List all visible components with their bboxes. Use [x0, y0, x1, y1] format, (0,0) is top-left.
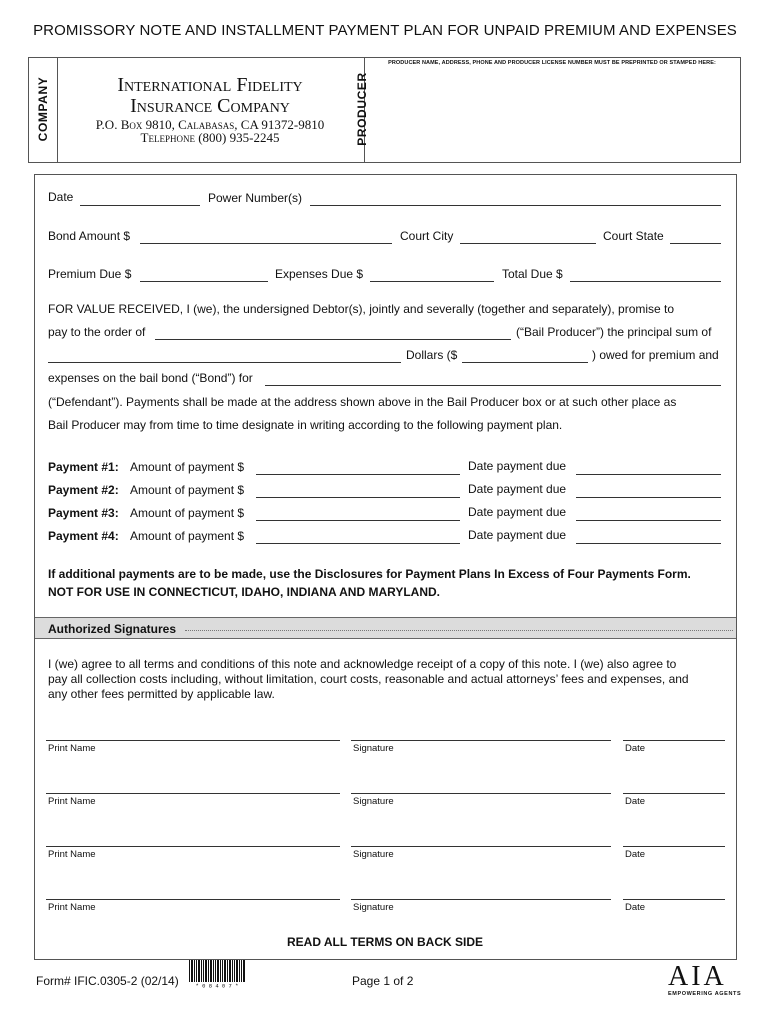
print-name-label: Print Name [48, 796, 96, 807]
payment-amount-field[interactable] [256, 497, 460, 498]
payment-label: Payment #1: [48, 460, 119, 474]
signature-label: Signature [353, 796, 394, 807]
company-name: Insurance Company [130, 95, 290, 117]
total-due-label: Total Due $ [502, 267, 563, 281]
sign-date-label: Date [625, 902, 646, 913]
payment-amount-field[interactable] [256, 543, 460, 544]
heading-dotted-rule [185, 630, 733, 631]
body-text: (“Bail Producer”) the principal sum of [516, 325, 712, 339]
signature-label: Signature [353, 849, 394, 860]
payment-amount-label: Amount of payment $ [130, 529, 245, 543]
producer-stamp-area[interactable] [366, 70, 738, 160]
court-city-field[interactable] [460, 243, 596, 244]
print-name-field[interactable] [46, 899, 340, 900]
print-name-label: Print Name [48, 902, 96, 913]
payment-due-field[interactable] [576, 497, 721, 498]
state-restriction-notice: NOT FOR USE IN CONNECTICUT, IDAHO, INDIANA AND MARYLAND. [48, 585, 440, 599]
payment-label: Payment #3: [48, 506, 119, 520]
additional-payments-notice: If additional payments are to be made, use the Disclosures for Payment Plans In Excess of Four Payments Form. [48, 567, 691, 581]
payment-due-label: Date payment due [468, 459, 567, 473]
print-name-label: Print Name [48, 849, 96, 860]
payment-row [0, 528, 770, 548]
authorized-signatures-heading: Authorized Signatures [48, 622, 177, 636]
header-divider [57, 57, 58, 163]
print-name-label: Print Name [48, 743, 96, 754]
expenses-due-label: Expenses Due $ [275, 267, 364, 281]
signature-field[interactable] [351, 899, 611, 900]
sign-date-field[interactable] [623, 740, 725, 741]
body-text: Bail Producer may from time to time designate in writing according to the following payment plan. [48, 418, 563, 432]
court-state-label: Court State [603, 229, 664, 243]
date-label: Date [48, 190, 74, 204]
payment-amount-label: Amount of payment $ [130, 460, 245, 474]
barcode-text: * 0 8 4 0 7 * [195, 982, 239, 988]
payment-label: Payment #4: [48, 529, 119, 543]
signature-label: Signature [353, 743, 394, 754]
sign-date-field[interactable] [623, 899, 725, 900]
payment-due-label: Date payment due [468, 528, 567, 542]
signature-row [0, 740, 770, 760]
premium-due-label: Premium Due $ [48, 267, 132, 281]
aia-logo-tagline: EMPOWERING AGENTS [668, 991, 742, 997]
producer-label: PRODUCER [355, 72, 369, 146]
signature-field[interactable] [351, 740, 611, 741]
form-number: Form# IFIC.0305-2 (02/14) [36, 974, 179, 988]
expenses-due-field[interactable] [370, 281, 494, 282]
court-city-label: Court City [400, 229, 454, 243]
body-text: FOR VALUE RECEIVED, I (we), the undersigned Debtor(s), jointly and severally (together and separately), promise to [48, 302, 675, 316]
power-numbers-label: Power Number(s) [208, 191, 303, 205]
print-name-field[interactable] [46, 793, 340, 794]
power-numbers-field[interactable] [310, 205, 721, 206]
date-field[interactable] [80, 205, 200, 206]
body-text: pay to the order of [48, 325, 146, 339]
sign-date-label: Date [625, 743, 646, 754]
payment-amount-label: Amount of payment $ [130, 506, 245, 520]
agreement-text: pay all collection costs including, without limitation, court costs, reasonable and actual attorneys’ fees and expenses, and [48, 672, 689, 686]
defendant-field[interactable] [265, 385, 721, 386]
payment-due-label: Date payment due [468, 482, 567, 496]
court-state-field[interactable] [670, 243, 721, 244]
payment-amount-label: Amount of payment $ [130, 483, 245, 497]
payment-amount-field[interactable] [256, 520, 460, 521]
company-address: P.O. Box 9810, Calabasas, CA 91372-9810 [95, 117, 325, 132]
payment-amount-field[interactable] [256, 474, 460, 475]
bond-amount-label: Bond Amount $ [48, 229, 131, 243]
page-number: Page 1 of 2 [352, 974, 414, 988]
aia-logo: AIA [668, 961, 727, 992]
company-name: International Fidelity [117, 74, 303, 96]
barcode-image [189, 960, 245, 988]
agreement-text: I (we) agree to all terms and conditions of this note and acknowledge receipt of a copy of this note. I (we) also agree to [48, 657, 677, 671]
principal-words-field[interactable] [48, 362, 401, 363]
payment-row [0, 459, 770, 479]
payment-row [0, 482, 770, 502]
producer-note: PRODUCER NAME, ADDRESS, PHONE AND PRODUCER LICENSE NUMBER MUST BE PREPRINTED OR STAMPED HERE: [388, 60, 716, 66]
bond-amount-field[interactable] [140, 243, 392, 244]
sign-date-label: Date [625, 849, 646, 860]
signature-field[interactable] [351, 846, 611, 847]
print-name-field[interactable] [46, 740, 340, 741]
total-due-field[interactable] [570, 281, 721, 282]
payment-due-field[interactable] [576, 474, 721, 475]
agreement-text: any other fees permitted by applicable law. [48, 687, 275, 701]
body-text: expenses on the bail bond (“Bond”) for [48, 371, 253, 385]
body-text: Dollars ($ [406, 348, 458, 362]
document-title: PROMISSORY NOTE AND INSTALLMENT PAYMENT PLAN FOR UNPAID PREMIUM AND EXPENSES [33, 22, 737, 39]
payment-label: Payment #2: [48, 483, 119, 497]
premium-due-field[interactable] [140, 281, 268, 282]
payment-due-field[interactable] [576, 520, 721, 521]
sign-date-label: Date [625, 796, 646, 807]
payment-row [0, 505, 770, 525]
body-text: (“Defendant”). Payments shall be made at the address shown above in the Bail Producer box or at such other place as [48, 395, 677, 409]
signature-row [0, 899, 770, 919]
signature-row [0, 846, 770, 866]
sign-date-field[interactable] [623, 846, 725, 847]
signature-label: Signature [353, 902, 394, 913]
payment-due-field[interactable] [576, 543, 721, 544]
principal-amount-field[interactable] [462, 362, 588, 363]
sign-date-field[interactable] [623, 793, 725, 794]
read-terms-notice: READ ALL TERMS ON BACK SIDE [286, 935, 483, 949]
bail-producer-field[interactable] [155, 339, 511, 340]
company-label: COMPANY [36, 76, 50, 142]
signature-row [0, 793, 770, 813]
body-text: ) owed for premium and [592, 348, 719, 362]
company-phone: Telephone (800) 935-2245 [140, 130, 280, 145]
print-name-field[interactable] [46, 846, 340, 847]
payment-due-label: Date payment due [468, 505, 567, 519]
signature-field[interactable] [351, 793, 611, 794]
